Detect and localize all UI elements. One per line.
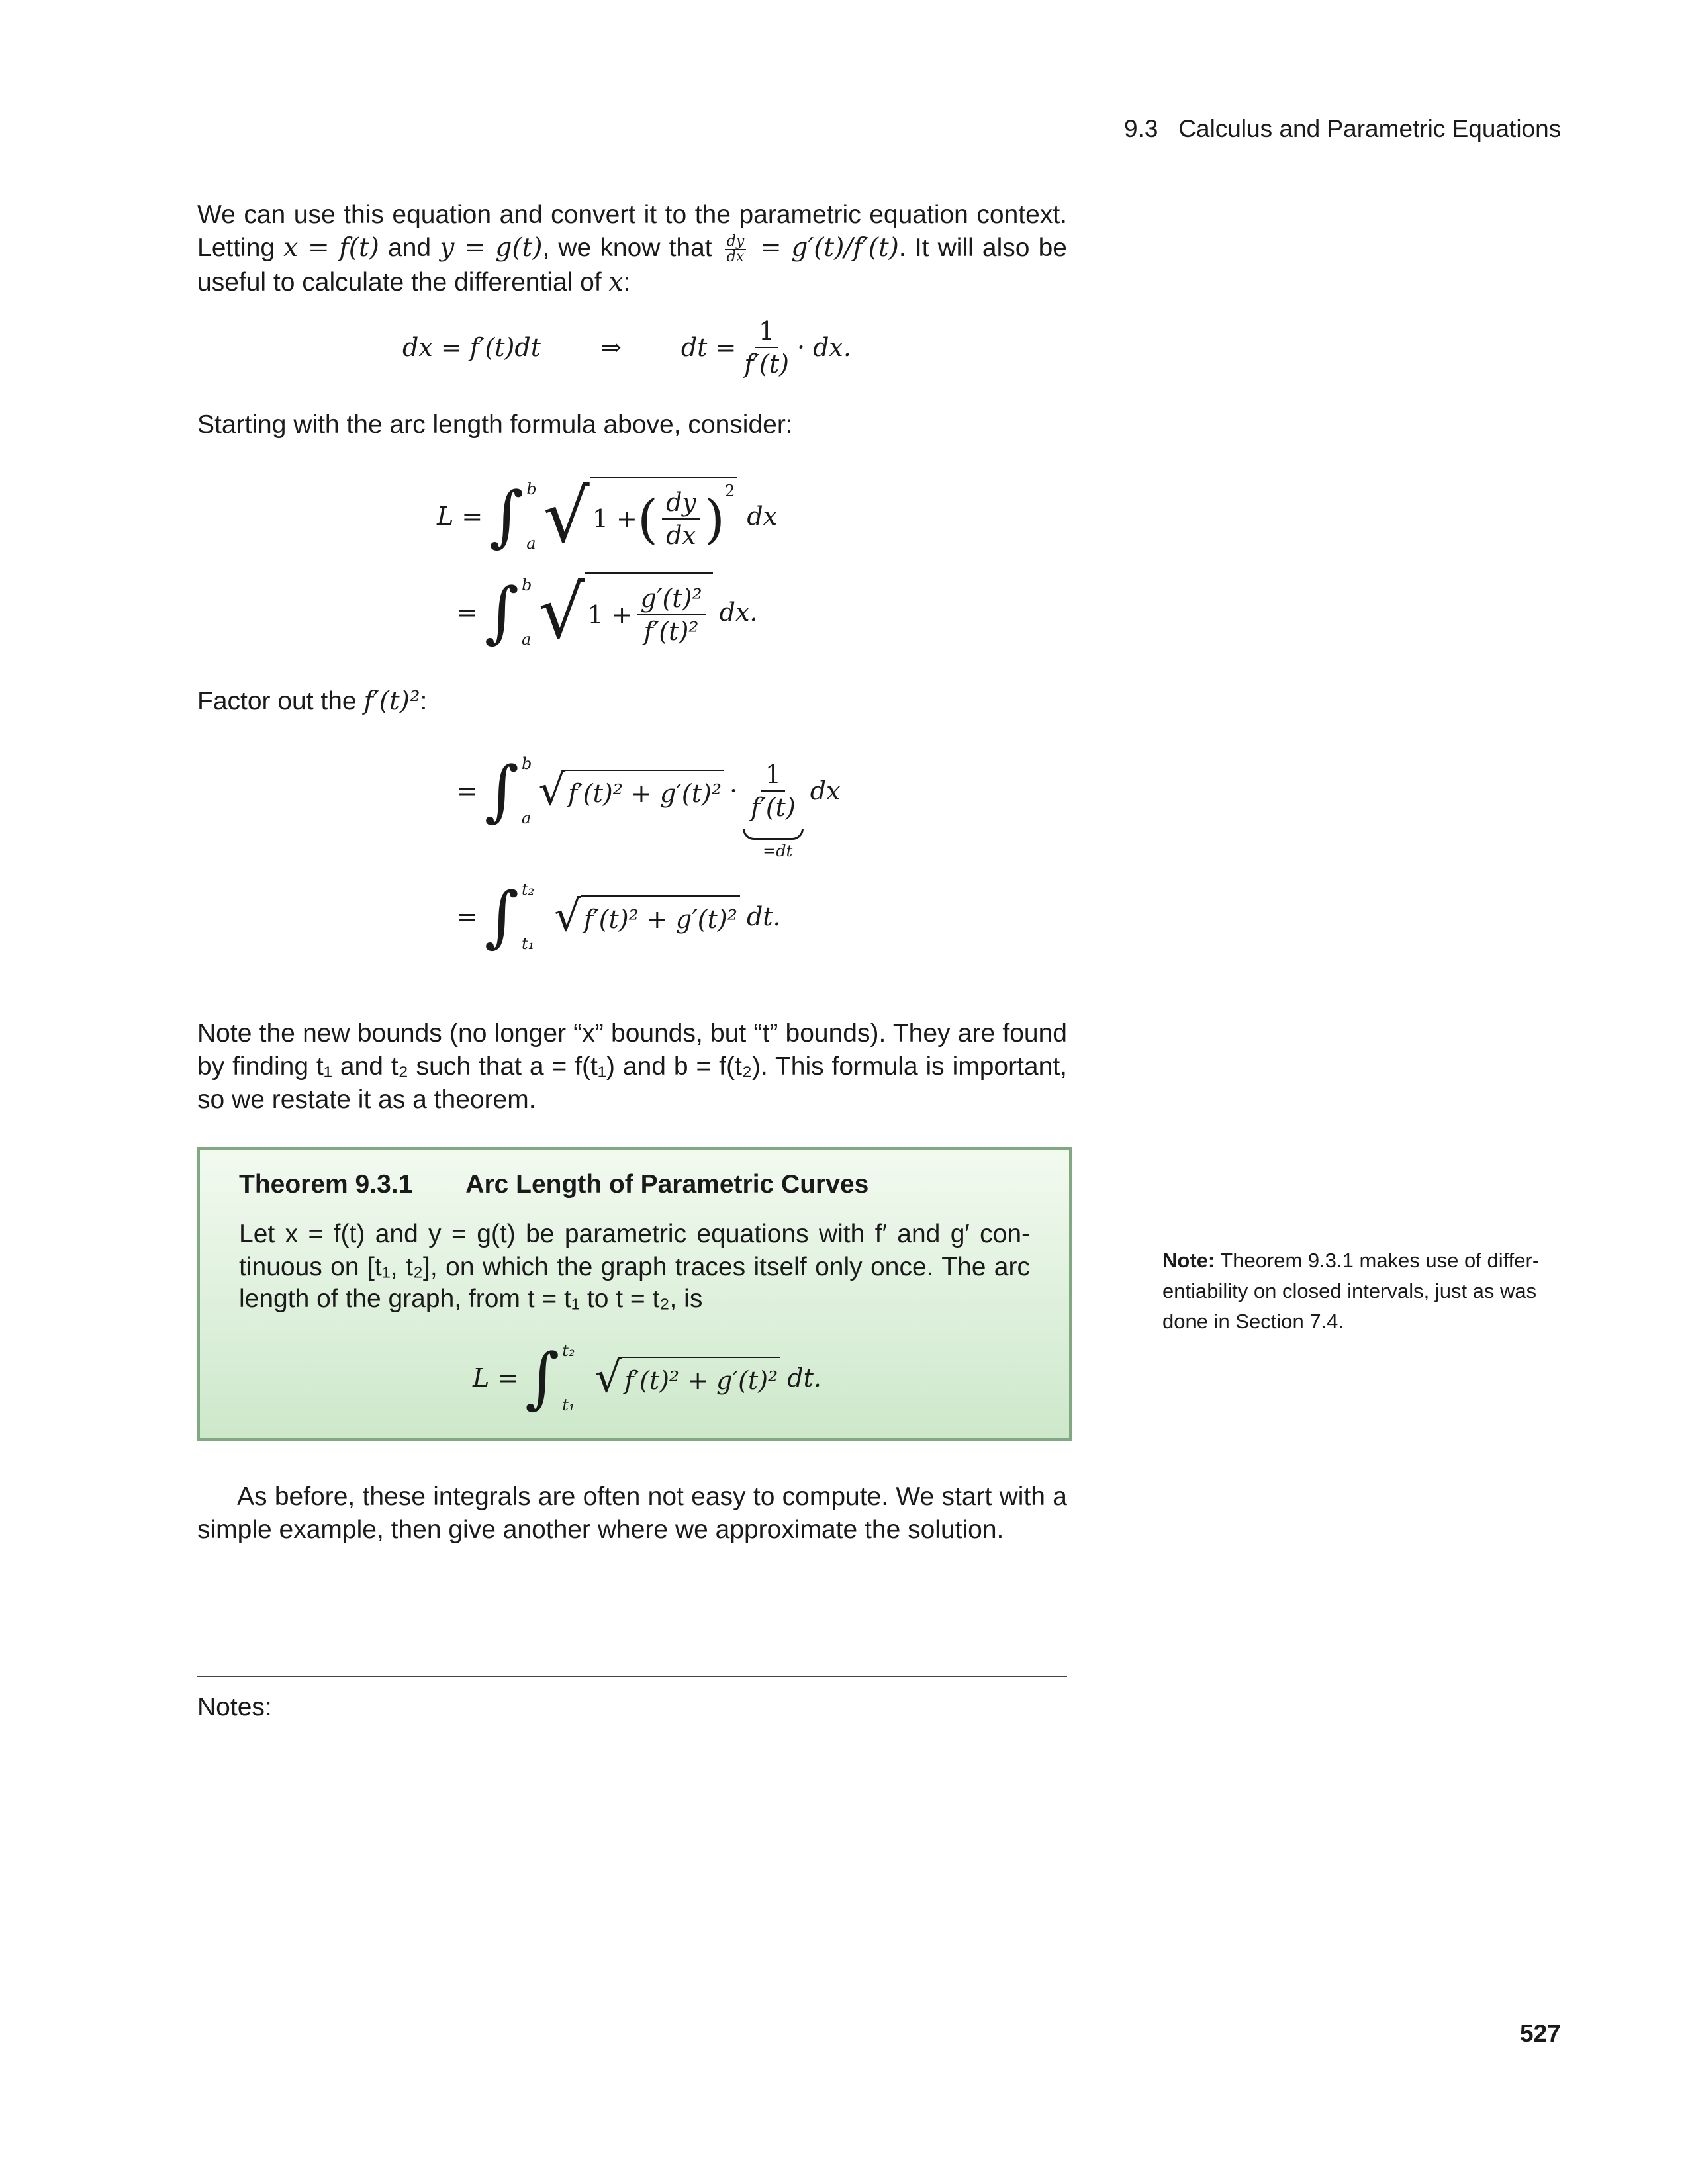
equation-L1 xyxy=(437,470,777,563)
radicand: f′(t)² + g′(t)² xyxy=(622,1357,780,1399)
equation-L3 xyxy=(457,751,841,860)
square-root: √ f′(t)² + g′(t)² xyxy=(538,770,724,812)
math-x: x xyxy=(608,267,624,297)
upper-limit: b xyxy=(521,754,532,773)
para4-line3: so we restate it as a theorem. xyxy=(197,1085,536,1114)
differential: dt. xyxy=(746,902,781,931)
side-note-line3: done in Section 7.4. xyxy=(1162,1310,1344,1333)
integral-sign: ∫ b a xyxy=(484,573,532,651)
square-root: √ f′(t)² + g′(t)² xyxy=(595,1357,781,1399)
math: f′(t)² xyxy=(363,686,420,716)
theorem-box xyxy=(197,1147,1072,1441)
lhs: = xyxy=(457,776,478,805)
theorem-line2: tinuous on [t₁, t₂], on which the graph traces itself only once. The arc xyxy=(239,1253,1030,1281)
text: useful to calculate the differential of xyxy=(197,268,609,296)
integral-sign: ∫ b a xyxy=(489,477,537,555)
denominator: f′(t) xyxy=(744,349,789,379)
fraction xyxy=(747,760,800,822)
equation-L2 xyxy=(457,566,757,659)
lower-limit: a xyxy=(521,630,532,649)
numerator: g′(t)² xyxy=(637,584,706,615)
one-plus: 1 + xyxy=(592,504,637,533)
notes-divider xyxy=(197,1676,1067,1677)
exponent: 2 xyxy=(725,482,735,500)
section-title: Calculus and Parametric Equations xyxy=(1178,115,1562,142)
theorem-title: Arc Length of Parametric Curves xyxy=(465,1170,869,1199)
denominator: f′(t) xyxy=(751,793,796,822)
denominator: dx xyxy=(726,248,745,265)
lower-limit: t₁ xyxy=(562,1396,575,1414)
theorem-heading xyxy=(239,1168,868,1201)
lhs: = xyxy=(457,902,478,931)
para3 xyxy=(197,685,427,718)
para2: Starting with the arc length formula above, consider: xyxy=(197,410,793,439)
para1-line3 xyxy=(197,266,630,299)
numerator: dy xyxy=(662,488,700,520)
text: , we know that xyxy=(542,234,721,262)
upper-limit: b xyxy=(521,576,532,594)
theorem-equation xyxy=(473,1338,821,1418)
square-root: √ 1 + ( $\frac{dy}{dx}$ ) $^2$ xyxy=(543,477,738,556)
lhs: L = xyxy=(473,1363,519,1392)
fraction xyxy=(637,584,706,646)
para4-line2: by finding t₁ and t₂ such that a = f(t₁) and b = f(t₂). This formula is important, xyxy=(197,1052,1067,1081)
eq-left: dx = f′(t)dt xyxy=(402,333,541,362)
fraction xyxy=(740,316,793,379)
square-root: √ f′(t)² + g′(t)² xyxy=(554,895,740,938)
theorem-line3: length of the graph, from t = t₁ to t = t₂, is xyxy=(239,1285,703,1313)
math-y: y = g(t) xyxy=(440,233,543,263)
text: . It will also be xyxy=(898,234,1067,262)
lhs: = xyxy=(457,598,478,627)
para4-line1: Note the new bounds (no longer “x” bounds, but “t” bounds). They are found xyxy=(197,1019,1067,1048)
text: : xyxy=(623,268,631,296)
dy-dx-fraction xyxy=(725,232,747,265)
math-x: x = f(t) xyxy=(283,233,379,263)
equation-L4 xyxy=(457,877,781,956)
implies-arrow: ⇒ xyxy=(600,333,622,362)
denominator: f′(t)² xyxy=(643,617,699,646)
text: Letting xyxy=(197,234,284,262)
numerator: dy xyxy=(725,235,747,250)
eq-right: dt = xyxy=(680,333,737,362)
underbrace-label: =dt xyxy=(763,842,793,860)
dot: · xyxy=(729,776,738,805)
text: : xyxy=(420,687,428,715)
section-number: 9.3 xyxy=(1124,115,1158,142)
side-note xyxy=(1162,1246,1539,1337)
numerator: 1 xyxy=(755,316,778,348)
upper-limit: b xyxy=(526,480,537,498)
notes-label: Notes: xyxy=(197,1693,272,1721)
para1-line2 xyxy=(197,232,1067,265)
integral-sign: ∫ t₂ t₁ xyxy=(525,1339,575,1416)
numerator: 1 xyxy=(761,760,785,792)
page-number: 527 xyxy=(1520,2020,1561,2047)
text: Theorem 9.3.1 makes use of differ- xyxy=(1215,1249,1540,1272)
math-ratio: = g′(t)/f′(t) xyxy=(750,233,899,263)
text: and xyxy=(379,234,440,262)
eq-tail: · dx. xyxy=(796,333,851,362)
differential: dx xyxy=(810,776,841,805)
upper-limit: t₂ xyxy=(562,1342,575,1360)
equation-dx xyxy=(402,311,851,384)
integral-sign: ∫ t₂ t₁ xyxy=(484,878,535,955)
lower-limit: a xyxy=(526,534,536,553)
text: Factor out the xyxy=(197,687,364,715)
running-header xyxy=(1124,113,1561,146)
lhs: L = xyxy=(437,502,483,531)
integral-sign: ∫ b a xyxy=(484,752,532,829)
side-note-line1 xyxy=(1162,1246,1539,1276)
side-note-line2: entiability on closed intervals, just as was xyxy=(1162,1279,1537,1302)
theorem-number: Theorem 9.3.1 xyxy=(239,1170,413,1199)
para5-line2: simple example, then give another where we approximate the solution. xyxy=(197,1516,1004,1544)
underbrace xyxy=(743,829,804,840)
para5-line1: As before, these integrals are often not easy to compute. We start with a xyxy=(237,1482,1067,1511)
dy-dx xyxy=(662,488,700,550)
lower-limit: a xyxy=(521,809,532,827)
differential: dx xyxy=(747,502,778,531)
theorem-line1: Let x = f(t) and y = g(t) be parametric equations with f′ and g′ con- xyxy=(239,1220,1030,1248)
one-plus: 1 + xyxy=(587,600,633,629)
radicand: f′(t)² + g′(t)² xyxy=(581,895,740,938)
upper-limit: t₂ xyxy=(521,880,535,899)
note-label: Note: xyxy=(1162,1249,1215,1272)
differential: dx. xyxy=(719,598,758,627)
differential: dt. xyxy=(787,1363,821,1392)
denominator: dx xyxy=(666,521,696,550)
radicand: f′(t)² + g′(t)² xyxy=(565,770,724,812)
lower-limit: t₁ xyxy=(521,934,535,953)
square-root: √ 1 + $\frac{\text{g′(t)²}}{\text{f′(t)²}}$ xyxy=(538,572,712,652)
para1-line1: We can use this equation and convert it to the parametric equation context. xyxy=(197,201,1067,229)
